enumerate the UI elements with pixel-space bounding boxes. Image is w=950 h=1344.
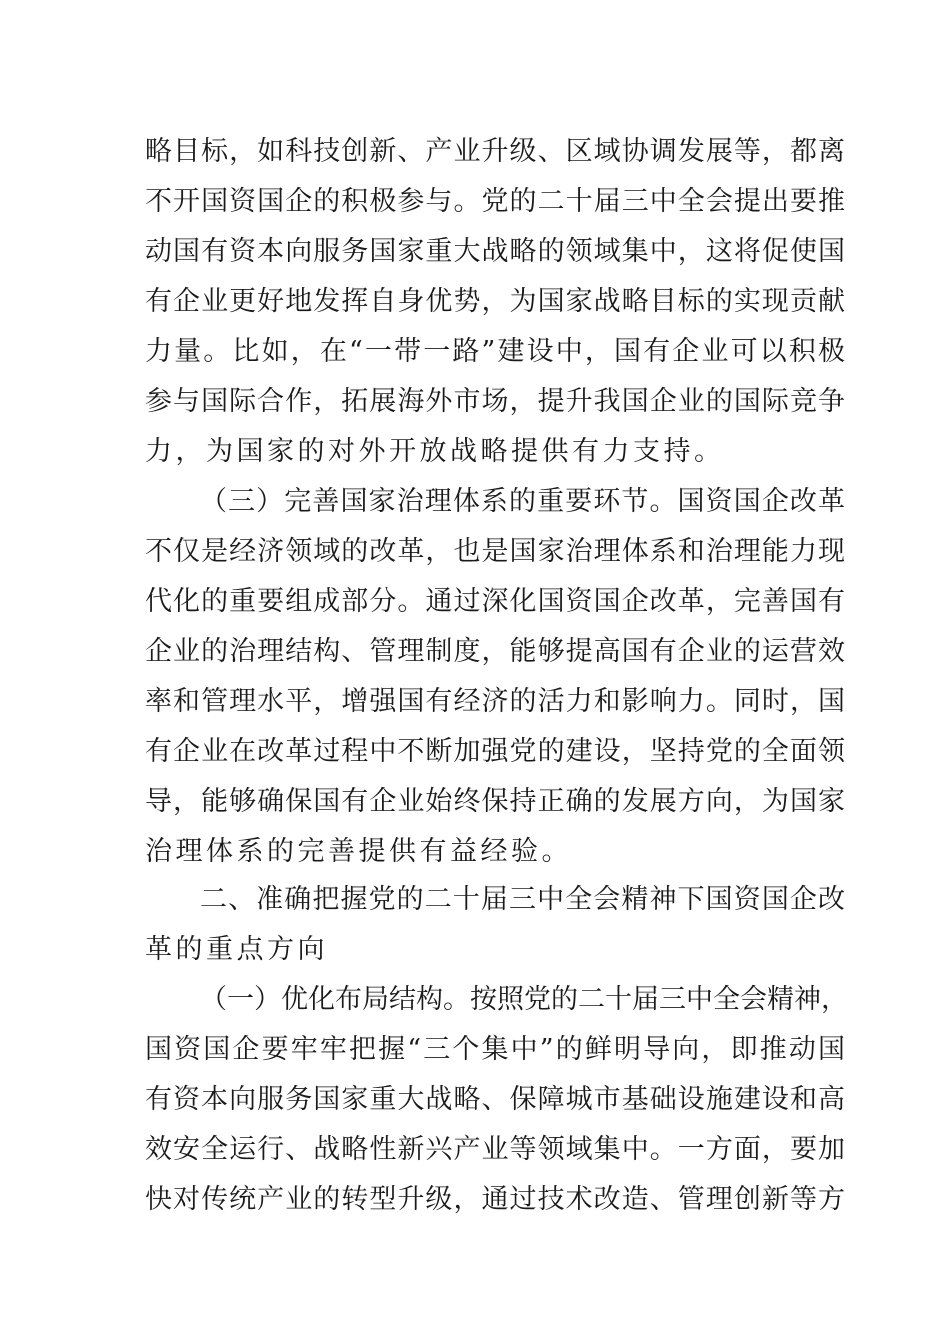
text-line: 力，为国家的对外开放战略提供有力支持。 <box>145 436 725 467</box>
text-line: 治理体系的完善提供有益经验。 <box>145 836 572 867</box>
paragraph-heading: （一）优化布局结构。按照党的二十届三中全会精神， <box>200 984 848 1015</box>
text-line: 有企业更好地发挥自身优势，为国家战略目标的实现贡献 <box>145 286 845 317</box>
text-line: 效安全运行、战略性新兴产业等领域集中。一方面，要加 <box>145 1134 845 1165</box>
text-line: 快对传统产业的转型升级，通过技术改造、管理创新等方 <box>145 1184 845 1215</box>
paragraph-heading: （三）完善国家治理体系的重要环节。国资国企改革 <box>200 486 845 517</box>
section-heading-continued: 革的重点方向 <box>145 934 328 965</box>
text-line: 国资国企要牢牢把握“三个集中”的鲜明导向，即推动国 <box>145 1034 845 1065</box>
text-line: 不仅是经济领域的改革，也是国家治理体系和治理能力现 <box>145 536 845 567</box>
text-line: 导，能够确保国有企业始终保持正确的发展方向，为国家 <box>145 786 845 817</box>
text-line: 参与国际合作，拓展海外市场，提升我国企业的国际竞争 <box>145 386 845 417</box>
text-line: 力量。比如，在“一带一路”建设中，国有企业可以积极 <box>145 336 845 367</box>
text-line: 有企业在改革过程中不断加强党的建设，坚持党的全面领 <box>145 736 845 767</box>
text-line: 率和管理水平，增强国有经济的活力和影响力。同时，国 <box>145 686 845 717</box>
text-line: 代化的重要组成部分。通过深化国资国企改革，完善国有 <box>145 586 845 617</box>
section-heading: 二、准确把握党的二十届三中全会精神下国资国企改 <box>200 884 845 915</box>
text-line: 企业的治理结构、管理制度，能够提高国有企业的运营效 <box>145 636 845 667</box>
text-line: 不开国资国企的积极参与。党的二十届三中全会提出要推 <box>145 186 845 217</box>
text-line: 动国有资本向服务国家重大战略的领域集中，这将促使国 <box>145 236 845 267</box>
text-line: 有资本向服务国家重大战略、保障城市基础设施建设和高 <box>145 1084 845 1115</box>
text-line: 略目标，如科技创新、产业升级、区域协调发展等，都离 <box>145 136 845 167</box>
